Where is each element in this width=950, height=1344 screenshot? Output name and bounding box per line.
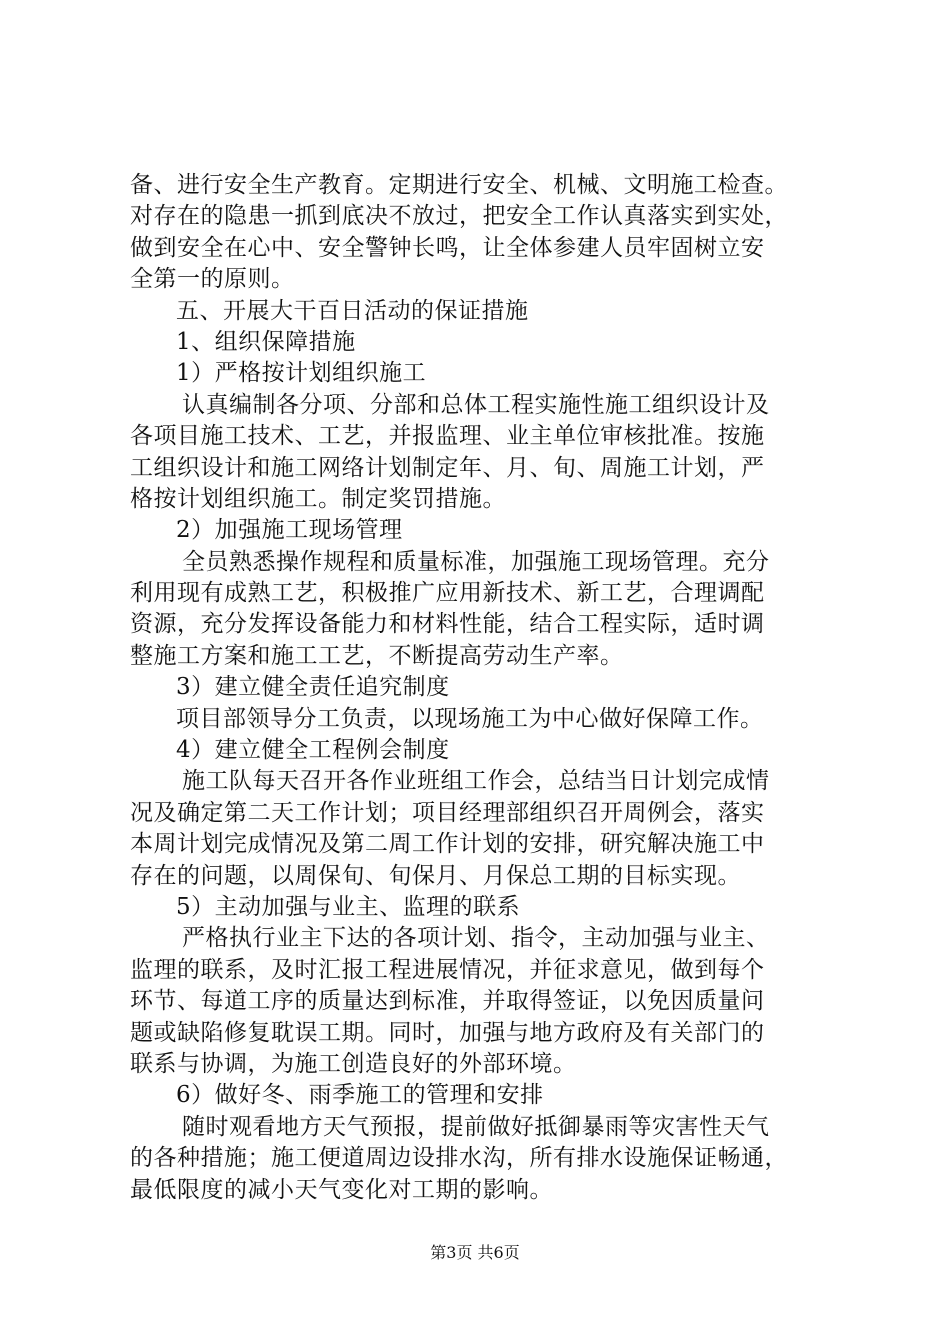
- text-line: 对存在的隐患一抓到底决不放过，把安全工作认真落实到实处，: [130, 203, 788, 230]
- text-line: 联系与协调，为施工创造良好的外部环境。: [130, 1050, 577, 1077]
- item-heading: 3）建立健全责任追究制度: [176, 674, 450, 701]
- body-text: [130, 170, 830, 1206]
- text-line: 认真编制各分项、分部和总体工程实施性施工组织设计及: [182, 391, 770, 418]
- text-line: 随时观看地方天气预报，提前做好抵御暴雨等灾害性天气: [182, 1113, 770, 1140]
- text-line: 整施工方案和施工工艺，不断提高劳动生产率。: [130, 642, 624, 669]
- page-number: 第3页 共6页: [430, 1243, 520, 1262]
- text-line: 做到安全在心中、安全警钟长鸣，让全体参建人员牢固树立安: [130, 234, 765, 261]
- item-heading: 6）做好冬、雨季施工的管理和安排: [176, 1082, 544, 1109]
- text-line: 存在的问题，以周保旬、旬保月、月保总工期的目标实现。: [130, 862, 741, 889]
- text-line: 本周计划完成情况及第二周工作计划的安排，研究解决施工中: [130, 831, 765, 858]
- item-heading: 1）严格按计划组织施工: [176, 360, 427, 387]
- text-line: 工组织设计和施工网络计划制定年、月、旬、周施工计划，严: [130, 454, 765, 481]
- section-heading: 五、开展大干百日活动的保证措施: [176, 297, 529, 324]
- text-line: 的各种措施；施工便道周边设排水沟，所有排水设施保证畅通，: [130, 1145, 788, 1172]
- subsection-heading: 1、组织保障措施: [176, 328, 356, 355]
- item-heading: 5）主动加强与业主、监理的联系: [176, 893, 521, 920]
- text-line: 环节、每道工序的质量达到标准，并取得签证，以免因质量问: [130, 988, 765, 1015]
- page-footer: [0, 1243, 950, 1263]
- text-line: 各项目施工技术、工艺，并报监理、业主单位审核批准。按施: [130, 423, 765, 450]
- text-line: 全员熟悉操作规程和质量标准，加强施工现场管理。充分: [182, 548, 770, 575]
- text-line: 项目部领导分工负责，以现场施工为中心做好保障工作。: [176, 705, 764, 732]
- item-heading: 2）加强施工现场管理: [176, 517, 403, 544]
- text-line: 利用现有成熟工艺，积极推广应用新技术、新工艺，合理调配: [130, 580, 765, 607]
- text-line: 资源，充分发挥设备能力和材料性能，结合工程实际，适时调: [130, 611, 765, 638]
- text-line: 题或缺陷修复耽误工期。同时，加强与地方政府及有关部门的: [130, 1019, 765, 1046]
- text-line: 监理的联系，及时汇报工程进展情况，并征求意见，做到每个: [130, 956, 765, 983]
- text-line: 施工队每天召开各作业班组工作会，总结当日计划完成情: [182, 768, 770, 795]
- text-line: 况及确定第二天工作计划；项目经理部组织召开周例会，落实: [130, 799, 765, 826]
- text-line: 格按计划组织施工。制定奖罚措施。: [130, 485, 506, 512]
- text-line: 严格执行业主下达的各项计划、指令，主动加强与业主、: [182, 925, 770, 952]
- text-line: 最低限度的减小天气变化对工期的影响。: [130, 1176, 553, 1203]
- text-line: 备、进行安全生产教育。定期进行安全、机械、文明施工检查。: [130, 172, 788, 198]
- item-heading: 4）建立健全工程例会制度: [176, 737, 450, 764]
- text-line: 全第一的原则。: [130, 266, 295, 293]
